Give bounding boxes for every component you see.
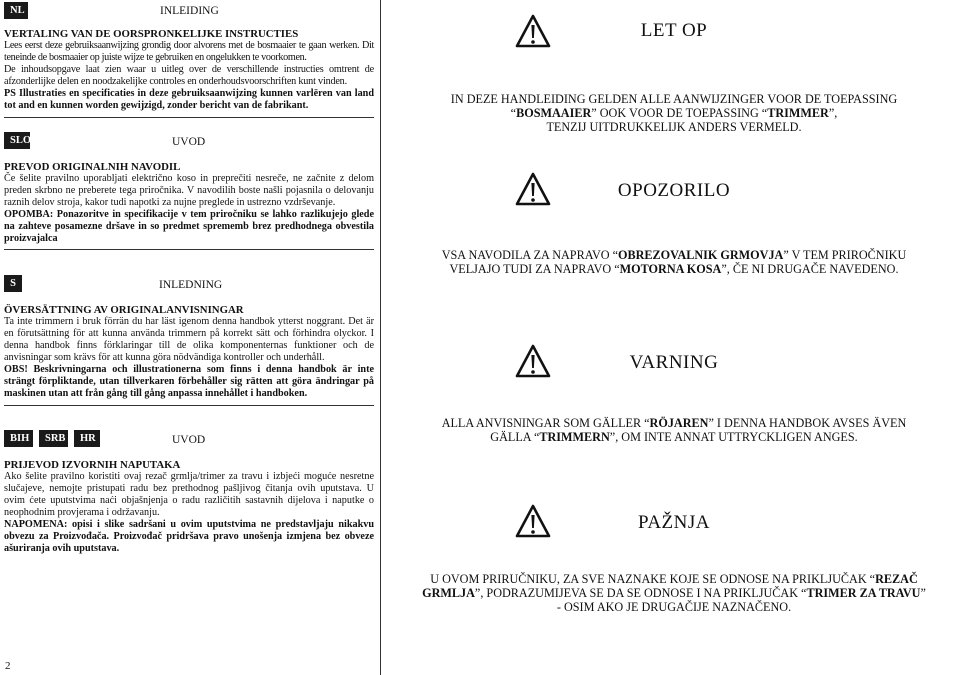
warning-header bbox=[395, 504, 953, 544]
page-number: 2 bbox=[5, 660, 11, 672]
paragraph: Ako šelite pravilno koristiti ovaj rezač grmlja/trimer za travu i izbjeći moguće nesretne slučajeve, nemojte pristupati radu bez prethodnog pašljivog čitanja ovih uputstava. U ovim ćete uputstvima naći objašnjenja o radu različitih sastavnih dijelova i naputke o neophodnim provjerama i održavanju. bbox=[4, 471, 374, 518]
warning-line bbox=[395, 586, 953, 600]
text-run-bold: GRMLJA bbox=[422, 586, 475, 600]
section-heading: INLEDNING bbox=[159, 279, 223, 291]
warning-line bbox=[395, 262, 953, 276]
warning-text bbox=[395, 248, 953, 276]
language-badge-hr: HR bbox=[74, 430, 100, 447]
text-run-bold: OBREZOVALNIK GRMOVJA bbox=[618, 248, 784, 262]
warning-header bbox=[395, 14, 953, 54]
warning-box-nl bbox=[395, 14, 953, 134]
text-run-bold: REZAČ bbox=[875, 572, 918, 586]
text-run: ”, PODRAZUMIJEVA SE DA SE ODNOSE I NA PRIKLJUČAK “ bbox=[474, 586, 807, 600]
warning-line: TENZIJ UITDRUKKELIJK ANDERS VERMELD. bbox=[546, 120, 802, 134]
section-title: ÖVERSÄTTNING AV ORIGINALANVISNINGAR bbox=[4, 304, 244, 316]
warning-line bbox=[395, 248, 953, 262]
text-run-bold: TRIMMERN bbox=[539, 430, 610, 444]
section-heading: UVOD bbox=[172, 434, 206, 446]
warning-line bbox=[395, 430, 953, 444]
text-run: ” bbox=[920, 586, 926, 600]
language-badge-slo: SLO bbox=[4, 132, 30, 149]
language-badge-s: S bbox=[4, 275, 22, 292]
text-run: ”, bbox=[828, 106, 838, 120]
warning-title: PAŽNJA bbox=[638, 512, 710, 533]
warning-text bbox=[395, 416, 953, 444]
section-heading: INLEIDING bbox=[160, 5, 219, 17]
paragraph-note: NAPOMENA: opisi i slike sadršani u ovim uputstvima ne predstavljaju nikakvu obvezu za Proizvođača. Proizvođač pridršava pravo unošenja izmjena bez obveze ašuriranja ovih uputstava. bbox=[4, 519, 374, 554]
warning-line bbox=[395, 572, 953, 586]
divider bbox=[4, 117, 374, 118]
text-run-bold: BOSMAAIER bbox=[516, 106, 592, 120]
section-s bbox=[4, 275, 374, 406]
section-header bbox=[4, 275, 374, 295]
warning-line bbox=[395, 416, 953, 430]
text-run: ”, ČE NI DRUGAČE NAVEDENO. bbox=[721, 262, 899, 276]
text-run: ” I DENNA HANDBOK AVSES ÄVEN bbox=[708, 416, 907, 430]
warning-text bbox=[395, 92, 953, 134]
section-slo bbox=[4, 132, 374, 250]
warning-line: - OSIM AKO JE DRUGAČIJE NAZNAČENO. bbox=[556, 600, 792, 614]
text-run-bold: TRIMMER bbox=[767, 106, 829, 120]
warning-box-s bbox=[395, 344, 953, 444]
section-header bbox=[4, 132, 374, 152]
text-run: VSA NAVODILA ZA NAPRAVO “ bbox=[441, 248, 619, 262]
section-header bbox=[4, 2, 374, 22]
warning-title: OPOZORILO bbox=[617, 180, 731, 201]
paragraph: De inhoudsopgave laat zien waar u uitleg over de verschillende instructies omtrent de afzonderlijke delen en noodzakelijke controles en onderhoudsvoorschriften kunt vinden. bbox=[4, 64, 374, 87]
text-run: ” V TEM PRIROČNIKU bbox=[783, 248, 907, 262]
text-run: ”, OM INTE ANNAT UTTRYCKLIGEN ANGES. bbox=[609, 430, 858, 444]
text-run: “ bbox=[510, 106, 517, 120]
language-badge-nl: NL bbox=[4, 2, 28, 19]
section-title: VERTALING VAN DE OORSPRONKELIJKE INSTRUCTIES bbox=[4, 28, 299, 40]
paragraph: Če šelite pravilno uporabljati električno koso in preprečiti nesreče, ne začnite z delom preden skrbno ne preberete tega priročnika. V navodilih boste našli pojasnila o delovanju raznih delov stroja, kakor tudi napotki za nujne preglede in ustrezno vzdrševanje. bbox=[4, 173, 374, 208]
language-badge-srb: SRB bbox=[39, 430, 68, 447]
warning-box-bih bbox=[395, 504, 953, 614]
warning-box-slo bbox=[395, 172, 953, 276]
divider bbox=[4, 405, 374, 406]
paragraph: Ta inte trimmern i bruk förrän du har läst igenom denna handbok ytterst noggrant. Det är en förutsättning för att kunna använda trimmern på korrekt sätt och förhindra olyckor. I denna handbok finns förklaringar till de olika komponenternas funktioner och de anvisningar som krävs för att kunna göra nödvändiga kontroller och underhåll. bbox=[4, 316, 374, 363]
text-run: U OVOM PRIRUČNIKU, ZA SVE NAZNAKE KOJE SE ODNOSE NA PRIKLJUČAK “ bbox=[430, 572, 876, 586]
section-title: PRIJEVOD IZVORNIH NAPUTAKA bbox=[4, 459, 181, 471]
text-run: VELJAJO TUDI ZA NAPRAVO “ bbox=[449, 262, 620, 276]
paragraph-note: OPOMBA: Ponazoritve in specifikacije v tem priročniku se lahko razlikujejo glede na zahteve posamezne dršave in so predmet sprememb brez predhodnega obvestila proizvajalca bbox=[4, 209, 374, 244]
text-run: ” OOK VOOR DE TOEPASSING “ bbox=[591, 106, 768, 120]
section-bih-srb-hr bbox=[4, 430, 374, 555]
warning-text bbox=[395, 572, 953, 614]
warning-title: VARNING bbox=[629, 352, 719, 373]
warning-title: LET OP bbox=[640, 20, 708, 41]
text-run-bold: RÖJAREN bbox=[649, 416, 709, 430]
paragraph: Lees eerst deze gebruiksaanwijzing grondig door alvorens met de bosmaaier te gaan werken. Dit teneinde de bosmaaier op juiste wijze te gebruiken en ongelukken te voorkomen. bbox=[4, 40, 374, 63]
divider bbox=[4, 249, 374, 250]
section-title: PREVOD ORIGINALNIH NAVODIL bbox=[4, 161, 181, 173]
text-run-bold: TRIMER ZA TRAVU bbox=[806, 586, 921, 600]
section-heading: UVOD bbox=[172, 136, 206, 148]
text-run-bold: MOTORNA KOSA bbox=[619, 262, 722, 276]
warning-line: IN DEZE HANDLEIDING GELDEN ALLE AANWIJZINGER VOOR DE TOEPASSING bbox=[450, 92, 898, 106]
text-run: ALLA ANVISNINGAR SOM GÄLLER “ bbox=[441, 416, 650, 430]
warning-header bbox=[395, 172, 953, 212]
language-badge-bih: BIH bbox=[4, 430, 33, 447]
paragraph-note: OBS! Beskrivningarna och illustrationerna som finns i denna handbok är inte strängt förpliktande, utan tillverkaren förbehåller sig rätten att göra ändringar på maskinen utan att från gång till gång anpassa innehållet i handboken. bbox=[4, 364, 374, 399]
paragraph-note: PS Illustraties en specificaties in deze gebruiksaanwijzing kunnen varlëren van land tot and en kunnen worden gewijzigd, zonder bericht van de fabrikant. bbox=[4, 88, 374, 111]
column-divider bbox=[380, 0, 381, 675]
section-nl bbox=[4, 2, 374, 118]
warning-line bbox=[395, 106, 953, 120]
text-run: GÄLLA “ bbox=[490, 430, 540, 444]
section-header bbox=[4, 430, 374, 450]
warning-header bbox=[395, 344, 953, 384]
